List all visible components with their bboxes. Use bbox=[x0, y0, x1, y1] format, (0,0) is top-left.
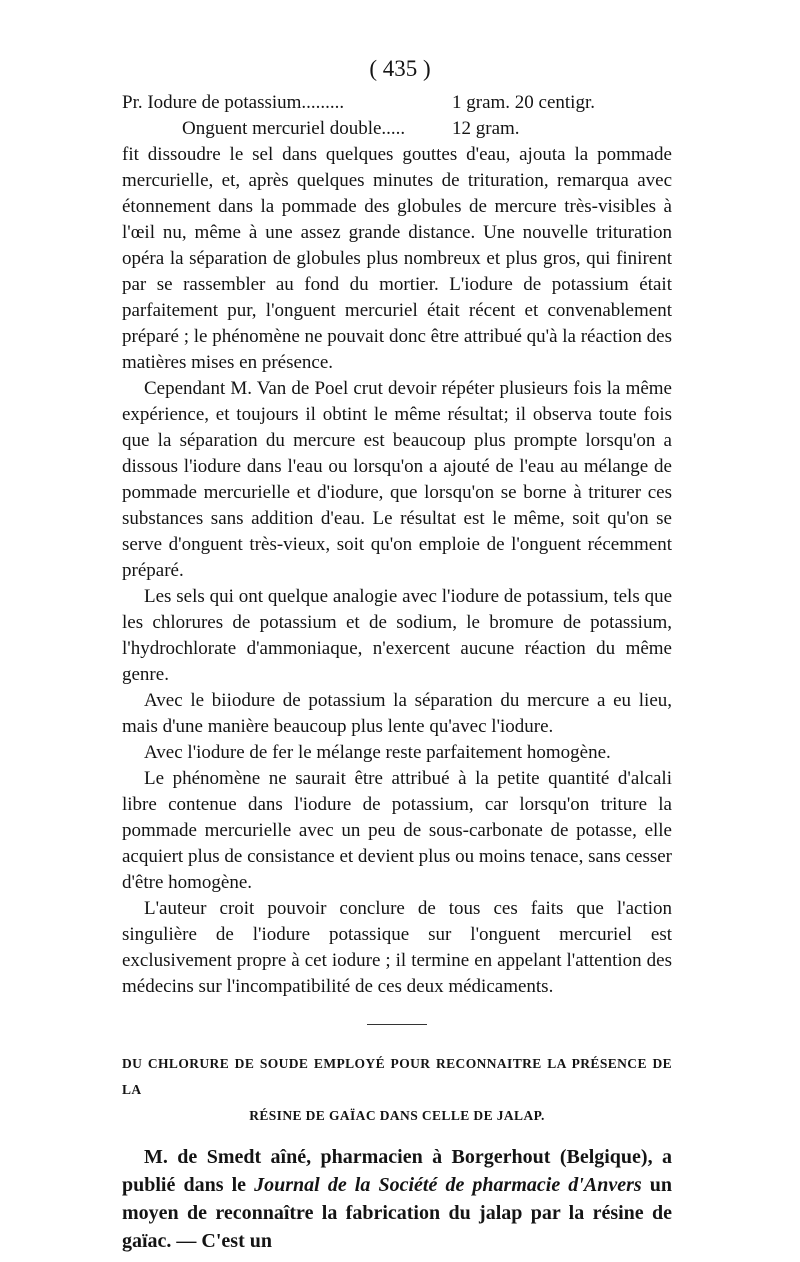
prescription-formula bbox=[122, 90, 672, 142]
paragraph: Avec l'iodure de fer le mélange reste parfaitement homogène. bbox=[144, 742, 611, 763]
formula-ingredient: Onguent mercuriel double..... bbox=[182, 118, 406, 139]
paragraph: Les sels qui ont quelque analogie avec l'iodure de potassium, tels que les chlorures de potassium et de sodium, le bromure de potassium, l'hydrochlorate d'ammoniaque, n'exercent aucune réaction du même genre. bbox=[122, 586, 672, 685]
formula-ingredient: Pr. Iodure de potassium......... bbox=[122, 92, 345, 113]
final-paragraph-text: un moyen de reconnaître la fabrication du jalap par la résine de gaïac. — C'est un bbox=[122, 1174, 672, 1252]
paragraph: fit dissoudre le sel dans quelques gouttes d'eau, ajouta la pommade mercurielle, et, après quelques minutes de trituration, remarqua avec étonnement dans la pommade des globules de mercure très-visibles à l'œil nu, même à une assez grande distance. Une nouvelle trituration opéra la séparation de globules plus nombreux et plus gros, qui finirent par se rassembler au fond du mortier. L'iodure de potassium était parfaitement pur, l'onguent mercuriel était récent et convenablement préparé ; le phénomène ne pouvait donc être attribué qu'à la réaction des matières mises en présence. bbox=[122, 144, 672, 373]
paragraph: Avec le biiodure de potassium la séparation du mercure a eu lieu, mais d'une manière beaucoup plus lente qu'avec l'iodure. bbox=[122, 690, 672, 737]
final-paragraph bbox=[122, 1143, 672, 1255]
paragraph: Le phénomène ne saurait être attribué à la petite quantité d'alcali libre contenue dans l'iodure de potassium, car lorsqu'on triture la pommade mercurielle avec un peu de sous-carbonate de potasse, elle acquiert plus de consistance et devient plus ou moins tenace, sans cesser d'être homogène. bbox=[122, 768, 672, 893]
section-title-line: RÉSINE DE GAÏAC DANS CELLE DE JALAP. bbox=[249, 1108, 545, 1123]
paragraph: L'auteur croit pouvoir conclure de tous ces faits que l'action singulière de l'iodure potassique sur l'onguent mercuriel est exclusivement propre à cet iodure ; il termine en appelant l'attention des médecins sur l'incompatibilité de ces deux médicaments. bbox=[122, 898, 672, 997]
page-number: ( 435 ) bbox=[369, 56, 431, 81]
journal-title: Journal de la Société de pharmacie d'Anvers bbox=[254, 1174, 642, 1196]
formula-quantity: 12 gram. bbox=[452, 118, 520, 139]
body-text bbox=[122, 90, 672, 1255]
formula-quantity: 1 gram. 20 centigr. bbox=[452, 92, 595, 113]
section-title bbox=[122, 1051, 672, 1129]
paragraph: Cependant M. Van de Poel crut devoir répéter plusieurs fois la même expérience, et toujours il obtint le même résultat; il observa toute fois que la séparation du mercure est beaucoup plus prompte lorsqu'on a dissous l'iodure dans l'eau ou lorsqu'on a ajouté de l'eau au mélange de pommade mercurielle et d'iodure, que lorsqu'on se borne à triturer ces substances sans addition d'eau. Le résultat est le même, soit qu'on se serve d'onguent très-vieux, soit qu'on emploie de l'onguent récemment préparé. bbox=[122, 378, 672, 581]
section-divider bbox=[367, 1024, 427, 1025]
formula-line bbox=[122, 90, 672, 116]
section-title-line: DU CHLORURE DE SOUDE EMPLOYÉ POUR RECONNAITRE LA PRÉSENCE DE LA bbox=[122, 1056, 672, 1097]
final-paragraph-text: M. de Smedt aîné, pharmacien à Borgerhout (Belgique), a publié dans le bbox=[122, 1146, 672, 1196]
formula-line bbox=[122, 116, 672, 142]
